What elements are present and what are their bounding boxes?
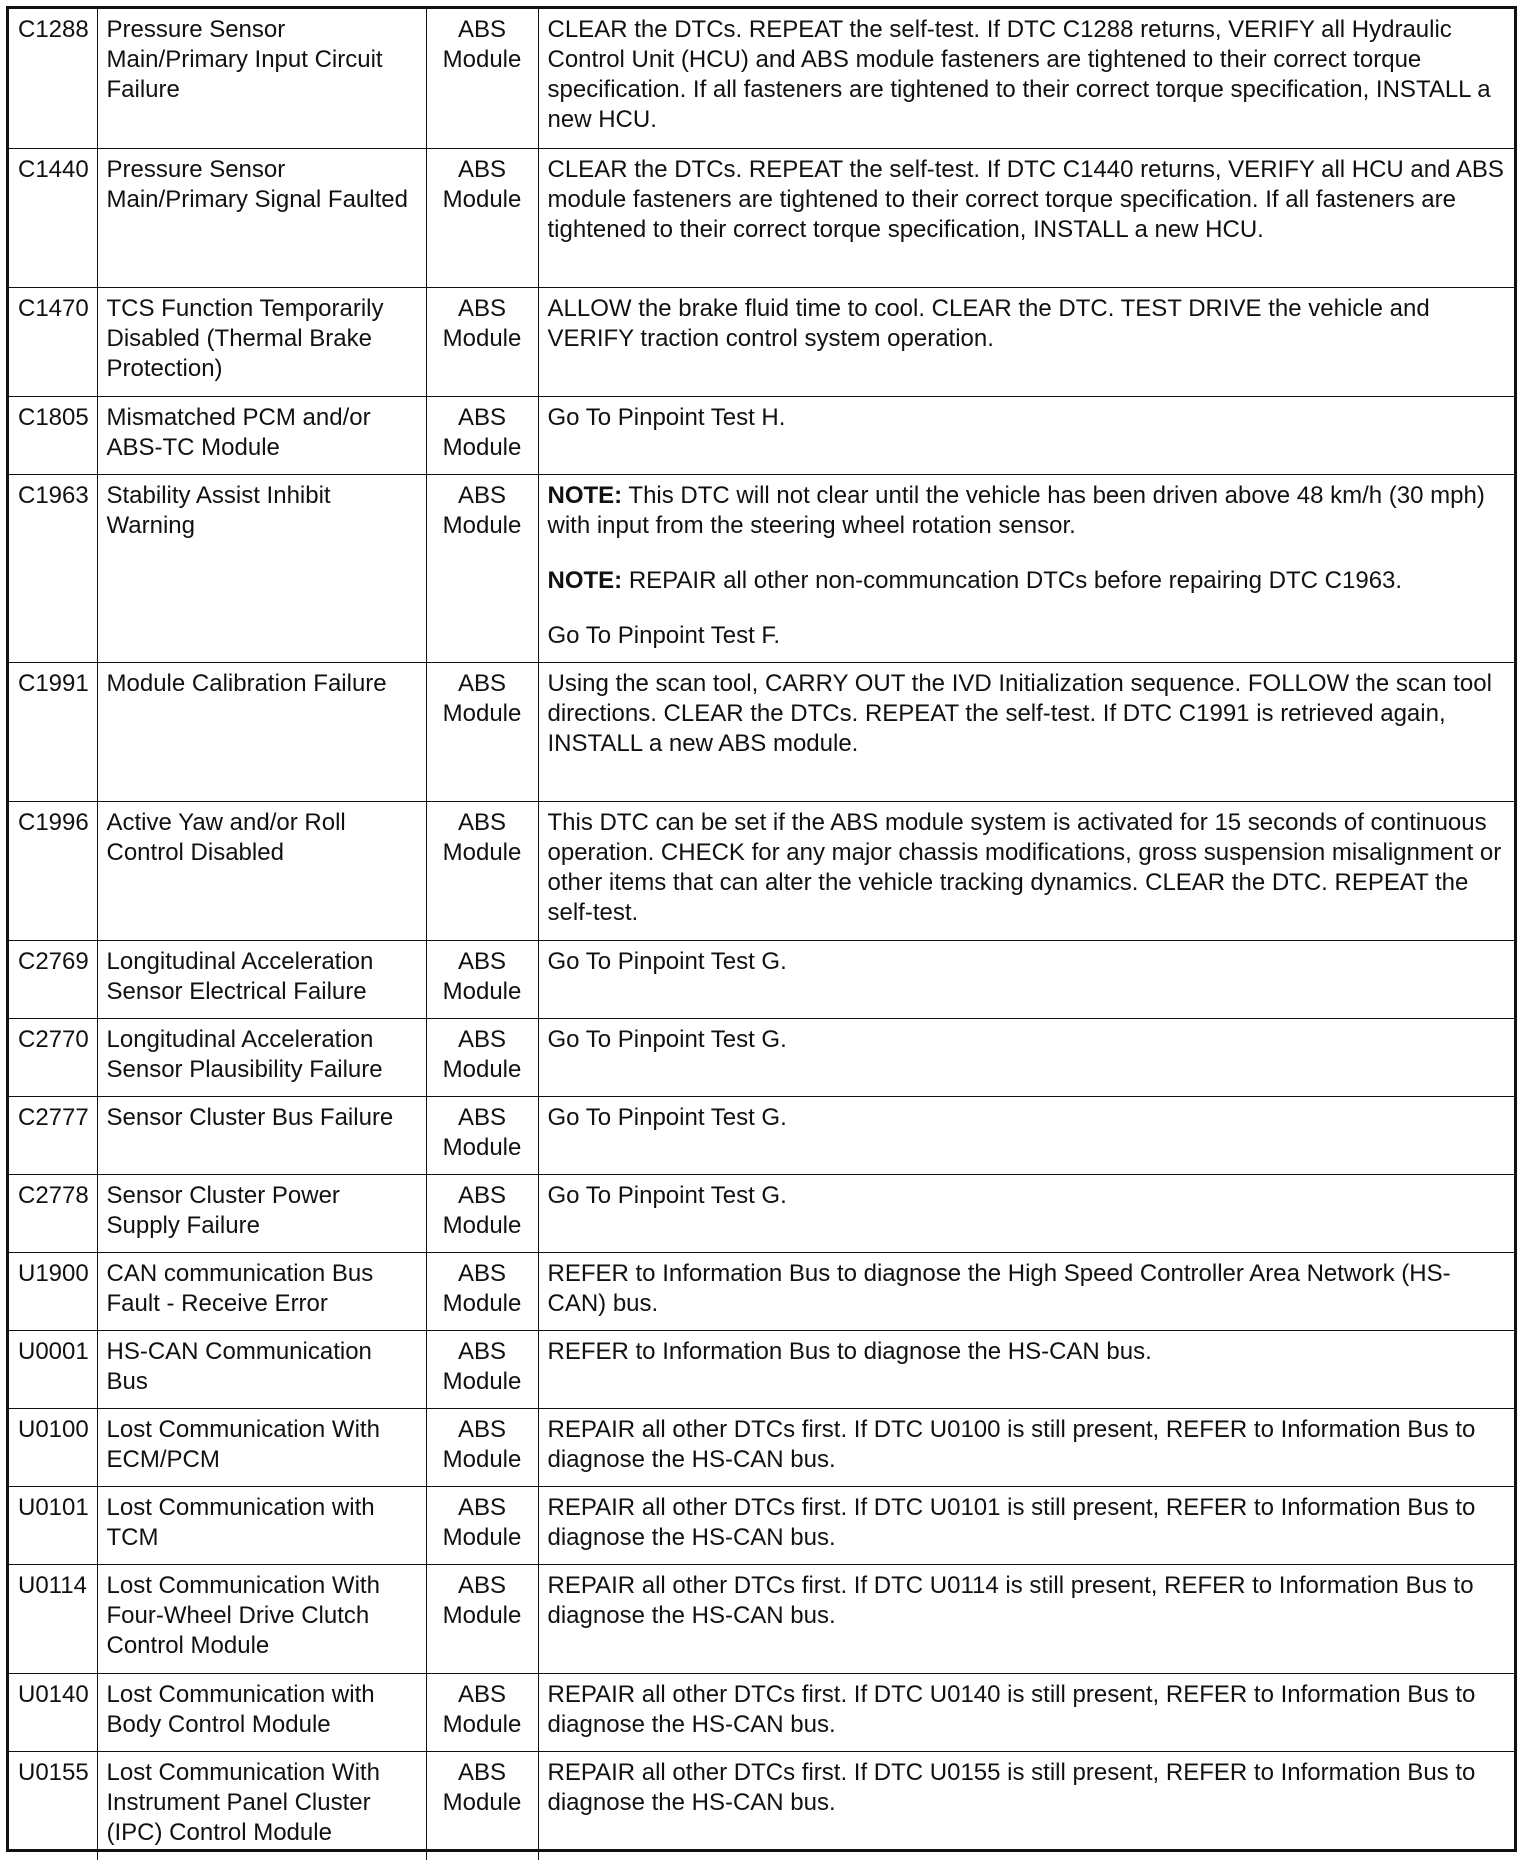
dtc-source [426,1330,538,1408]
dtc-action: ALLOW the brake fluid time to cool. CLEAR the DTC. TEST DRIVE the vehicle and VERIFY traction control system operation. [538,287,1514,396]
note-paragraph [548,481,1506,541]
table-row [9,1096,1514,1174]
source-line1: ABS [457,16,507,43]
dtc-source [426,1096,538,1174]
source-line2: Module [442,1601,522,1629]
dtc-code: C1991 [9,662,97,801]
source-line1: ABS [457,481,507,509]
source-line1: ABS [457,294,507,322]
dtc-code: U0001 [9,1330,97,1408]
table-row [9,396,1514,474]
dtc-action: REPAIR all other DTCs first. If DTC U0114 is still present, REFER to Information Bus to diagnose the HS-CAN bus. [538,1564,1514,1673]
source-line1: ABS [457,155,507,183]
dtc-action: Using the scan tool, CARRY OUT the IVD Initialization sequence. FOLLOW the scan tool directions. CLEAR the DTCs. REPEAT the self-test. If DTC C1991 is retrieved again, INSTALL a new ABS module. [538,662,1514,801]
dtc-action: This DTC can be set if the ABS module system is activated for 15 seconds of continuous operation. CHECK for any major chassis modifications, gross suspension misalignment or other items that can alter the vehicle tracking dynamics. CLEAR the DTC. REPEAT the self-test. [538,801,1514,940]
source-line2: Module [442,46,522,73]
dtc-description: Lost Communication With Four-Wheel Drive Clutch Control Module [97,1564,426,1673]
table-row [9,1330,1514,1408]
dtc-table [9,9,1514,1860]
table-row [9,1408,1514,1486]
source-line2: Module [442,1710,522,1738]
table-row [9,1751,1514,1860]
dtc-description: Sensor Cluster Bus Failure [97,1096,426,1174]
source-line2: Module [442,1523,522,1551]
dtc-action [538,474,1514,662]
source-line2: Module [442,185,522,213]
note-text: This DTC will not clear until the vehicle has been driven above 48 km/h (30 mph) with input from the steering wheel rotation sensor. [547,481,1485,539]
dtc-description: Stability Assist Inhibit Warning [97,474,426,662]
table-row [9,474,1514,662]
dtc-source [426,474,538,662]
dtc-source [426,1252,538,1330]
dtc-action: Go To Pinpoint Test G. [538,1174,1514,1252]
dtc-action: Go To Pinpoint Test G. [538,1096,1514,1174]
dtc-code: C1470 [9,287,97,396]
dtc-source [426,287,538,396]
dtc-code: C2770 [9,1018,97,1096]
dtc-source [426,1564,538,1673]
dtc-action: REPAIR all other DTCs first. If DTC U0101 is still present, REFER to Information Bus to diagnose the HS-CAN bus. [538,1486,1514,1564]
source-line1: ABS [457,1103,507,1131]
source-line1: ABS [457,1571,507,1599]
dtc-source [426,1174,538,1252]
note-label: NOTE: [547,566,623,594]
dtc-code: U0114 [9,1564,97,1673]
dtc-description: Mismatched PCM and/or ABS-TC Module [97,396,426,474]
note-label: NOTE: [547,481,623,509]
table-row [9,662,1514,801]
source-line2: Module [442,977,522,1005]
dtc-code: U0140 [9,1673,97,1751]
table-row [9,1673,1514,1751]
dtc-code: U0100 [9,1408,97,1486]
dtc-description: Lost Communication with Body Control Module [97,1673,426,1751]
dtc-code: U0101 [9,1486,97,1564]
dtc-source [426,940,538,1018]
source-line1: ABS [457,1680,507,1708]
dtc-action: REFER to Information Bus to diagnose the High Speed Controller Area Network (HS-CAN) bus. [538,1252,1514,1330]
dtc-description: Pressure Sensor Main/Primary Input Circuit Failure [97,9,426,148]
source-line2: Module [442,1211,522,1239]
dtc-source [426,148,538,287]
source-line2: Module [442,1788,522,1816]
dtc-action: CLEAR the DTCs. REPEAT the self-test. If DTC C1288 returns, VERIFY all Hydraulic Control Unit (HCU) and ABS module fasteners are tightened to their correct torque specification. If all fasteners are tightened to their correct torque specification, INSTALL a new HCU. [538,9,1514,148]
source-line1: ABS [457,669,507,697]
dtc-source [426,801,538,940]
dtc-description: TCS Function Temporarily Disabled (Thermal Brake Protection) [97,287,426,396]
dtc-action: REPAIR all other DTCs first. If DTC U0140 is still present, REFER to Information Bus to diagnose the HS-CAN bus. [538,1673,1514,1751]
dtc-source [426,1486,538,1564]
table-row [9,940,1514,1018]
dtc-description: Lost Communication With ECM/PCM [97,1408,426,1486]
dtc-description: HS-CAN Communication Bus [97,1330,426,1408]
source-line2: Module [442,324,522,352]
dtc-code: U0155 [9,1751,97,1860]
dtc-source [426,396,538,474]
dtc-action: Go To Pinpoint Test G. [538,940,1514,1018]
dtc-code: C1440 [9,148,97,287]
dtc-code: C1805 [9,396,97,474]
source-line1: ABS [457,1493,507,1521]
source-line1: ABS [457,1337,507,1365]
dtc-source [426,1751,538,1860]
source-line1: ABS [457,1415,507,1443]
table-row [9,1252,1514,1330]
table-row [9,1174,1514,1252]
source-line1: ABS [457,1181,507,1209]
table-row [9,9,1514,148]
dtc-code: U1900 [9,1252,97,1330]
dtc-action: REFER to Information Bus to diagnose the HS-CAN bus. [538,1330,1514,1408]
source-line1: ABS [457,947,507,975]
dtc-code: C1996 [9,801,97,940]
source-line1: ABS [457,403,507,431]
dtc-source [426,1408,538,1486]
source-line2: Module [442,1289,522,1317]
dtc-code: C1288 [9,9,97,148]
dtc-source [426,1673,538,1751]
dtc-code: C2778 [9,1174,97,1252]
source-line2: Module [442,1367,522,1395]
source-line2: Module [442,699,522,727]
dtc-action: REPAIR all other DTCs first. If DTC U0100 is still present, REFER to Information Bus to diagnose the HS-CAN bus. [538,1408,1514,1486]
table-row [9,1564,1514,1673]
dtc-description: CAN communication Bus Fault - Receive Error [97,1252,426,1330]
dtc-description: Active Yaw and/or Roll Control Disabled [97,801,426,940]
source-line1: ABS [457,1025,507,1053]
table-row [9,1486,1514,1564]
source-line2: Module [442,1055,522,1083]
note-text: REPAIR all other non-communcation DTCs before repairing DTC C1963. [622,566,1403,594]
dtc-action: Go To Pinpoint Test G. [538,1018,1514,1096]
dtc-source [426,662,538,801]
source-line2: Module [442,433,522,461]
dtc-code: C2777 [9,1096,97,1174]
dtc-description: Sensor Cluster Power Supply Failure [97,1174,426,1252]
source-line2: Module [442,511,522,539]
dtc-source [426,9,538,148]
note-paragraph [548,566,1506,596]
dtc-description: Lost Communication With Instrument Panel Cluster (IPC) Control Module [97,1751,426,1860]
dtc-description: Module Calibration Failure [97,662,426,801]
source-line1: ABS [457,1758,507,1786]
action-paragraph: Go To Pinpoint Test F. [547,621,781,649]
table-row [9,801,1514,940]
source-line2: Module [442,1445,522,1473]
table-row [9,287,1514,396]
dtc-action: REPAIR all other DTCs first. If DTC U0155 is still present, REFER to Information Bus to diagnose the HS-CAN bus. [538,1751,1514,1860]
dtc-description: Lost Communication with TCM [97,1486,426,1564]
dtc-action: CLEAR the DTCs. REPEAT the self-test. If DTC C1440 returns, VERIFY all HCU and ABS module fasteners are tightened to their correct torque specification. If all fasteners are tightened to their correct torque specification, INSTALL a new HCU. [538,148,1514,287]
table-row [9,1018,1514,1096]
source-line1: ABS [457,808,507,836]
dtc-action: Go To Pinpoint Test H. [538,396,1514,474]
dtc-code: C1963 [9,474,97,662]
source-line2: Module [442,1133,522,1161]
dtc-description: Pressure Sensor Main/Primary Signal Faulted [97,148,426,287]
source-line1: ABS [457,1259,507,1287]
source-line2: Module [442,838,522,866]
dtc-source [426,1018,538,1096]
dtc-description: Longitudinal Acceleration Sensor Plausibility Failure [97,1018,426,1096]
dtc-chart-page [6,6,1517,1852]
dtc-description: Longitudinal Acceleration Sensor Electrical Failure [97,940,426,1018]
table-row [9,148,1514,287]
dtc-code: C2769 [9,940,97,1018]
